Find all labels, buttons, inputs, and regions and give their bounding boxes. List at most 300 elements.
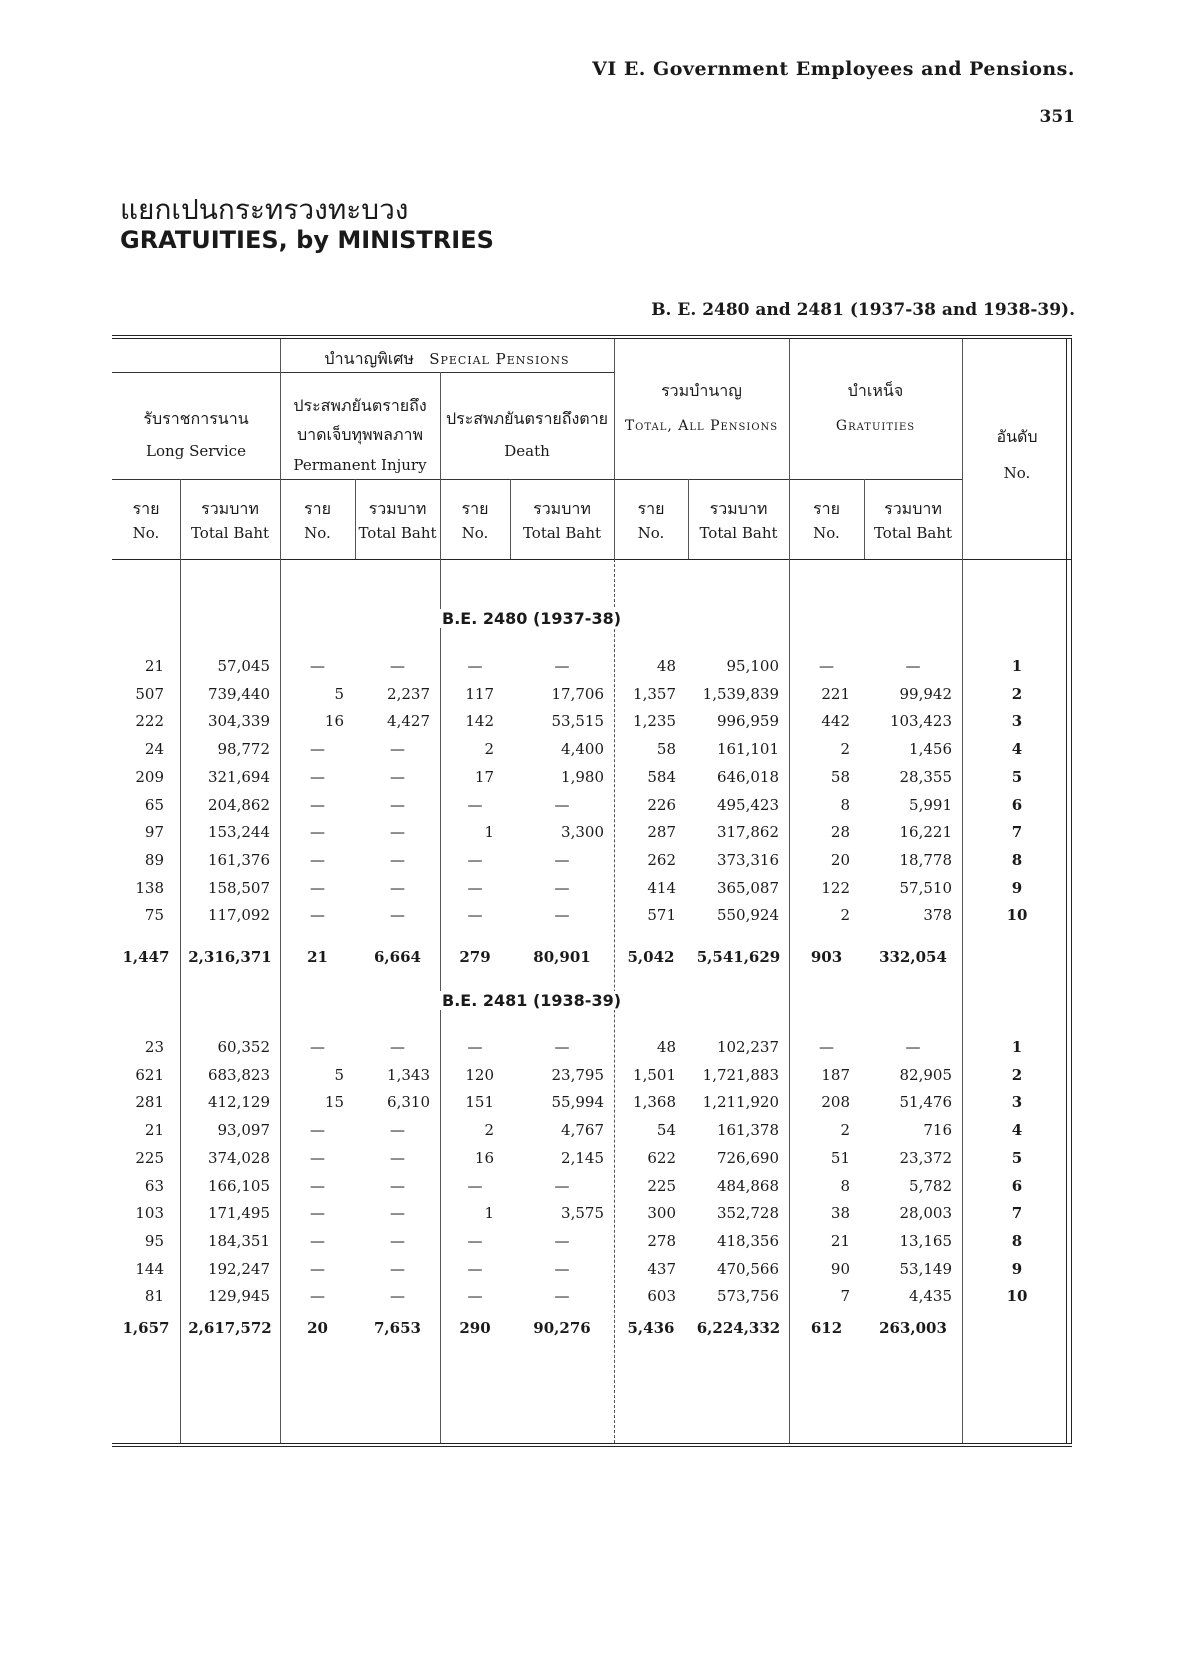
header-rule-top-left <box>112 372 280 373</box>
table-cell: 1,447 <box>122 948 170 966</box>
table-row <box>112 879 1072 907</box>
table-cell: 5 <box>334 1065 344 1084</box>
sub-header-no <box>789 497 864 542</box>
table-cell: — <box>310 1176 325 1195</box>
sub-header-en: No. <box>304 524 331 542</box>
gratuities-table <box>112 335 1072 1447</box>
period-label: B. E. 2480 and 2481 (1937-38 and 1938-39). <box>651 300 1075 320</box>
table-cell: — <box>554 1231 570 1250</box>
table-cell: 21 <box>144 657 164 675</box>
table-cell: — <box>310 1231 325 1250</box>
gratuities-thai: บำเหน็จ <box>847 381 904 400</box>
table-cell: 332,054 <box>879 948 947 966</box>
table-cell: 2 <box>840 906 850 925</box>
table-cell: 2,237 <box>387 684 430 703</box>
death-thai: ประสพภยันตรายถึงตาย <box>445 409 609 428</box>
order-cell: 9 <box>1011 878 1023 897</box>
table-cell: 99,942 <box>899 684 952 703</box>
table-cell: 144 <box>135 1259 164 1278</box>
table-cell: 57,510 <box>899 878 952 897</box>
table-cell: — <box>390 1176 405 1195</box>
table-cell: 48 <box>656 657 676 675</box>
sub-header-total-baht <box>510 497 614 542</box>
table-cell: 21 <box>144 1121 164 1140</box>
table-cell: 4,427 <box>387 712 430 731</box>
table-cell: — <box>310 767 325 786</box>
table-cell: 187 <box>821 1065 850 1084</box>
sub-header-thai: ราย <box>637 499 665 518</box>
table-cell: — <box>390 657 405 675</box>
table-cell: 20 <box>307 1319 328 1337</box>
table-cell: 6,310 <box>387 1093 430 1112</box>
table-cell: — <box>310 795 325 814</box>
table-cell: 495,423 <box>716 795 779 814</box>
table-cell: 365,087 <box>716 878 779 897</box>
table-cell: 507 <box>135 684 164 703</box>
table-cell: 373,316 <box>716 850 779 869</box>
table-cell: 7,653 <box>374 1319 421 1337</box>
special-pensions-header <box>280 347 614 372</box>
table-cell: 23 <box>144 1038 164 1056</box>
header-rule-groups <box>112 479 962 480</box>
table-cell: 374,028 <box>207 1148 270 1167</box>
table-cell: — <box>467 906 483 925</box>
table-cell: 584 <box>647 767 676 786</box>
table-cell: 903 <box>810 948 843 966</box>
table-cell: 120 <box>465 1065 494 1084</box>
table-cell: 278 <box>647 1231 676 1250</box>
table-cell: 80,901 <box>533 948 591 966</box>
sub-header-total-baht <box>864 497 962 542</box>
table-cell: — <box>905 1038 921 1056</box>
table-cell: 21 <box>307 948 328 966</box>
table-cell: 1,357 <box>633 684 676 703</box>
table-cell: 442 <box>821 712 850 731</box>
sub-header-thai: รวมบาท <box>709 499 768 518</box>
sub-header-thai: ราย <box>461 499 489 518</box>
order-cell: 8 <box>1011 850 1023 869</box>
table-cell: 53,149 <box>899 1259 952 1278</box>
table-cell: 58 <box>656 740 676 759</box>
table-cell: 151 <box>465 1093 494 1112</box>
sub-header-no <box>280 497 355 542</box>
table-cell: 209 <box>135 767 164 786</box>
table-cell: 57,045 <box>217 657 270 675</box>
order-en: No. <box>1003 464 1031 482</box>
table-cell: — <box>310 906 325 925</box>
table-cell: 221 <box>821 684 850 703</box>
sub-header-no <box>614 497 688 542</box>
sub-header-en: No. <box>132 524 160 542</box>
table-cell: 20 <box>830 850 850 869</box>
table-cell: 82,905 <box>899 1065 952 1084</box>
table-cell: 996,959 <box>716 712 779 731</box>
table-row <box>112 1287 1072 1315</box>
table-cell: 93,097 <box>217 1121 270 1140</box>
table-cell: 5 <box>334 684 344 703</box>
table-cell: 2,145 <box>561 1148 604 1167</box>
table-cell: 1,235 <box>633 712 676 731</box>
sub-header-en: Total Baht <box>358 524 437 542</box>
table-cell: 54 <box>656 1121 676 1140</box>
table-row <box>112 1232 1072 1260</box>
table-cell: 7 <box>840 1287 850 1306</box>
table-cell: — <box>554 795 570 814</box>
order-cell: 5 <box>1011 767 1023 786</box>
table-cell: 304,339 <box>207 712 270 731</box>
table-cell: 1,721,883 <box>702 1065 779 1084</box>
table-cell: 184,351 <box>207 1231 270 1250</box>
order-cell: 7 <box>1011 823 1023 842</box>
table-cell: 622 <box>647 1148 676 1167</box>
table-cell: 2 <box>484 740 494 759</box>
table-cell: 646,018 <box>716 767 779 786</box>
page-title-thai: แยกเปนกระทรวงทะบวง <box>120 193 409 226</box>
table-cell: — <box>819 657 834 675</box>
sub-header-thai: รวมบาท <box>884 499 942 518</box>
table-cell: 161,376 <box>207 850 270 869</box>
permanent-injury-en: Permanent Injury <box>293 456 427 474</box>
table-cell: 153,244 <box>207 823 270 842</box>
table-cell: 1,980 <box>561 767 604 786</box>
total-pensions-thai: รวมบำนาญ <box>661 381 742 400</box>
sub-header-thai: รวมบาท <box>533 499 591 518</box>
table-cell: 48 <box>656 1038 676 1056</box>
table-cell: 16 <box>324 712 344 731</box>
table-cell: 4,400 <box>561 740 604 759</box>
permanent-injury-thai-2: บาดเจ็บทุพพลภาพ <box>296 425 424 444</box>
table-cell: 138 <box>135 878 164 897</box>
table-cell: 5,782 <box>909 1176 952 1195</box>
table-cell: — <box>467 1176 483 1195</box>
order-cell: 8 <box>1011 1231 1023 1250</box>
table-cell: — <box>390 878 405 897</box>
table-cell: 1,343 <box>387 1065 430 1084</box>
table-cell: 75 <box>144 906 164 925</box>
table-cell: 225 <box>135 1148 164 1167</box>
table-cell: 16 <box>474 1148 494 1167</box>
table-cell: 1,456 <box>909 740 952 759</box>
sub-header-thai: รวมบาท <box>368 499 427 518</box>
sub-header-en: Total Baht <box>699 524 778 542</box>
header-rule-bottom <box>112 559 1072 560</box>
table-cell: — <box>467 850 483 869</box>
table-cell: — <box>467 1231 483 1250</box>
table-cell: 103 <box>135 1204 164 1223</box>
table-cell: — <box>390 1121 405 1140</box>
table-cell: 103,423 <box>889 712 952 731</box>
table-cell: — <box>310 850 325 869</box>
table-cell: 412,129 <box>207 1093 270 1112</box>
order-thai: อันดับ <box>996 427 1038 446</box>
table-cell: — <box>390 1231 405 1250</box>
sub-header-en: No. <box>637 524 665 542</box>
table-cell: 683,823 <box>207 1065 270 1084</box>
table-cell: 28 <box>830 823 850 842</box>
table-cell: 21 <box>830 1231 850 1250</box>
table-cell: — <box>390 850 405 869</box>
permanent-injury-thai-1: ประสพภยันตรายถึง <box>293 396 427 415</box>
long-service-thai: รับราชการนาน <box>143 409 249 428</box>
table-cell: 571 <box>647 906 676 925</box>
table-cell: — <box>554 1038 570 1056</box>
table-cell: 117 <box>465 684 494 703</box>
order-cell: 3 <box>1011 712 1023 731</box>
table-cell: 378 <box>923 906 952 925</box>
table-cell: 81 <box>144 1287 164 1306</box>
table-cell: 17,706 <box>551 684 604 703</box>
table-cell: — <box>390 1038 405 1056</box>
table-cell: — <box>390 823 405 842</box>
table-cell: — <box>390 767 405 786</box>
table-cell: 58 <box>830 767 850 786</box>
table-cell: 317,862 <box>716 823 779 842</box>
sub-header-en: Total Baht <box>873 524 953 542</box>
table-cell: 13,165 <box>899 1231 952 1250</box>
table-cell: — <box>554 850 570 869</box>
table-cell: 262 <box>647 850 676 869</box>
table-cell: 5,991 <box>909 795 952 814</box>
table-cell: — <box>467 1287 483 1306</box>
table-cell: 28,355 <box>899 767 952 786</box>
table-cell: 287 <box>647 823 676 842</box>
table-cell: 204,862 <box>207 795 270 814</box>
table-cell: — <box>390 1287 405 1306</box>
table-row <box>112 768 1072 796</box>
sub-header-en: No. <box>813 524 840 542</box>
table-cell: 16,221 <box>899 823 952 842</box>
table-cell: — <box>467 1038 483 1056</box>
sub-header-thai: ราย <box>132 499 160 518</box>
table-cell: 129,945 <box>207 1287 270 1306</box>
order-cell: 6 <box>1011 795 1023 814</box>
table-cell: 726,690 <box>716 1148 779 1167</box>
order-cell: 10 <box>1006 1287 1028 1306</box>
table-cell: 5,042 <box>627 948 675 966</box>
order-cell: 10 <box>1006 906 1028 925</box>
order-cell: 6 <box>1011 1176 1023 1195</box>
table-cell: — <box>467 878 483 897</box>
table-row <box>112 1066 1072 1094</box>
table-cell: 23,795 <box>551 1065 604 1084</box>
page-number: 351 <box>1039 107 1075 127</box>
header-rule-special <box>280 372 614 373</box>
table-cell: 550,924 <box>716 906 779 925</box>
table-cell: 102,237 <box>716 1038 779 1056</box>
table-cell: 95,100 <box>726 657 779 675</box>
table-cell: 6,664 <box>374 948 421 966</box>
table-cell: 3,300 <box>561 823 604 842</box>
table-cell: 1,211,920 <box>702 1093 779 1112</box>
table-cell: 5,541,629 <box>696 948 781 966</box>
table-cell: 89 <box>144 850 164 869</box>
order-cell: 4 <box>1011 740 1023 759</box>
table-cell: — <box>554 657 570 675</box>
table-cell: 222 <box>135 712 164 731</box>
table-row <box>112 823 1072 851</box>
table-cell: 739,440 <box>207 684 270 703</box>
table-cell: — <box>310 1121 325 1140</box>
sub-header-en: Total Baht <box>190 524 270 542</box>
table-cell: 8 <box>840 795 850 814</box>
order-cell: 2 <box>1011 684 1023 703</box>
table-cell: — <box>467 795 483 814</box>
table-cell: — <box>310 1148 325 1167</box>
table-row <box>112 685 1072 713</box>
section-label: B.E. 2481 (1938-39) <box>442 991 622 1010</box>
table-cell: 418,356 <box>716 1231 779 1250</box>
total-pensions-en: Total, All Pensions <box>624 418 779 434</box>
table-cell: — <box>390 1259 405 1278</box>
table-cell: 1 <box>484 823 494 842</box>
total-pensions-header <box>614 379 789 434</box>
table-cell: 612 <box>810 1319 843 1337</box>
table-cell: 23,372 <box>899 1148 952 1167</box>
table-cell: — <box>554 1259 570 1278</box>
table-cell: — <box>390 740 405 759</box>
table-cell: — <box>819 1038 834 1056</box>
sub-header-thai: รวมบาท <box>201 499 259 518</box>
table-cell: 2,316,371 <box>188 948 272 966</box>
table-cell: 2 <box>484 1121 494 1140</box>
table-row <box>112 1260 1072 1288</box>
table-cell: 63 <box>144 1176 164 1195</box>
table-cell: — <box>310 1204 325 1223</box>
table-cell: 122 <box>821 878 850 897</box>
table-cell: — <box>554 1176 570 1195</box>
table-cell: — <box>905 657 921 675</box>
section-label: B.E. 2480 (1937-38) <box>442 609 622 628</box>
table-cell: — <box>310 657 325 675</box>
sub-header-no <box>112 497 180 542</box>
table-cell: — <box>390 906 405 925</box>
table-cell: 51,476 <box>899 1093 952 1112</box>
table-cell: — <box>467 1259 483 1278</box>
table-cell: 1,657 <box>122 1319 170 1337</box>
table-cell: 6,224,332 <box>696 1319 781 1337</box>
table-cell: — <box>554 1287 570 1306</box>
table-cell: 161,101 <box>716 740 779 759</box>
order-cell: 1 <box>1011 657 1023 675</box>
table-row <box>112 1204 1072 1232</box>
table-cell: — <box>310 1287 325 1306</box>
table-cell: 24 <box>144 740 164 759</box>
table-cell: 281 <box>135 1093 164 1112</box>
special-pensions-en: Special Pensions <box>429 350 570 368</box>
table-cell: 1 <box>484 1204 494 1223</box>
special-pensions-thai: บำนาญพิเศษ <box>324 349 414 368</box>
table-row <box>112 740 1072 768</box>
table-cell: 2,617,572 <box>188 1319 272 1337</box>
table-cell: 4,435 <box>909 1287 952 1306</box>
table-cell: 60,352 <box>217 1038 270 1056</box>
order-cell: 5 <box>1011 1148 1023 1167</box>
table-cell: 1,501 <box>633 1065 676 1084</box>
table-cell: 3,575 <box>561 1204 604 1223</box>
table-cell: 192,247 <box>207 1259 270 1278</box>
table-cell: 573,756 <box>716 1287 779 1306</box>
table-cell: 28,003 <box>899 1204 952 1223</box>
table-cell: 1,539,839 <box>702 684 779 703</box>
table-cell: — <box>390 1148 405 1167</box>
table-cell: 97 <box>144 823 164 842</box>
table-cell: 290 <box>459 1319 491 1337</box>
table-cell: — <box>554 878 570 897</box>
table-cell: 38 <box>830 1204 850 1223</box>
table-cell: 65 <box>144 795 164 814</box>
table-cell: 55,994 <box>551 1093 604 1112</box>
long-service-en: Long Service <box>146 442 246 460</box>
table-cell: 352,728 <box>716 1204 779 1223</box>
table-cell: 321,694 <box>207 767 270 786</box>
table-cell: 225 <box>647 1176 676 1195</box>
table-cell: 90 <box>830 1259 850 1278</box>
table-cell: 208 <box>821 1093 850 1112</box>
table-total-row <box>112 948 1072 976</box>
table-cell: — <box>554 906 570 925</box>
table-cell: — <box>310 878 325 897</box>
order-cell: 7 <box>1011 1204 1023 1223</box>
order-cell: 1 <box>1011 1038 1023 1056</box>
order-header <box>962 425 1072 482</box>
sub-header-en: No. <box>461 524 489 542</box>
running-head: VI E. Government Employees and Pensions. <box>592 58 1075 80</box>
table-cell: 8 <box>840 1176 850 1195</box>
table-cell: 90,276 <box>533 1319 591 1337</box>
table-cell: — <box>467 657 483 675</box>
table-row <box>112 906 1072 934</box>
permanent-injury-header <box>280 394 440 474</box>
table-cell: 98,772 <box>217 740 270 759</box>
order-cell: 2 <box>1011 1065 1023 1084</box>
gratuities-en: Gratuities <box>835 418 916 434</box>
table-cell: 51 <box>830 1148 850 1167</box>
sub-header-total-baht <box>688 497 789 542</box>
table-cell: — <box>310 1038 325 1056</box>
table-cell: 171,495 <box>207 1204 270 1223</box>
sub-header-total-baht <box>180 497 280 542</box>
table-cell: 226 <box>647 795 676 814</box>
sub-header-en: Total Baht <box>522 524 602 542</box>
table-cell: 158,507 <box>207 878 270 897</box>
table-row <box>112 1121 1072 1149</box>
table-cell: 166,105 <box>207 1176 270 1195</box>
table-cell: 621 <box>135 1065 164 1084</box>
table-cell: 300 <box>647 1204 676 1223</box>
table-cell: 161,378 <box>716 1121 779 1140</box>
table-cell: 4,767 <box>561 1121 604 1140</box>
long-service-header <box>112 407 280 460</box>
table-row <box>112 1093 1072 1121</box>
table-cell: — <box>310 823 325 842</box>
table-cell: 15 <box>324 1093 344 1112</box>
order-cell: 3 <box>1011 1093 1023 1112</box>
table-cell: 437 <box>647 1259 676 1278</box>
table-cell: 1,368 <box>633 1093 676 1112</box>
table-cell: 117,092 <box>207 906 270 925</box>
table-cell: 95 <box>144 1231 164 1250</box>
table-row <box>112 1177 1072 1205</box>
table-row <box>112 796 1072 824</box>
table-cell: 17 <box>474 767 494 786</box>
table-row <box>112 1149 1072 1177</box>
table-cell: 18,778 <box>899 850 952 869</box>
table-cell: 53,515 <box>551 712 604 731</box>
table-cell: 263,003 <box>879 1319 947 1337</box>
table-row <box>112 1038 1072 1066</box>
table-row <box>112 657 1072 685</box>
table-row <box>112 851 1072 879</box>
